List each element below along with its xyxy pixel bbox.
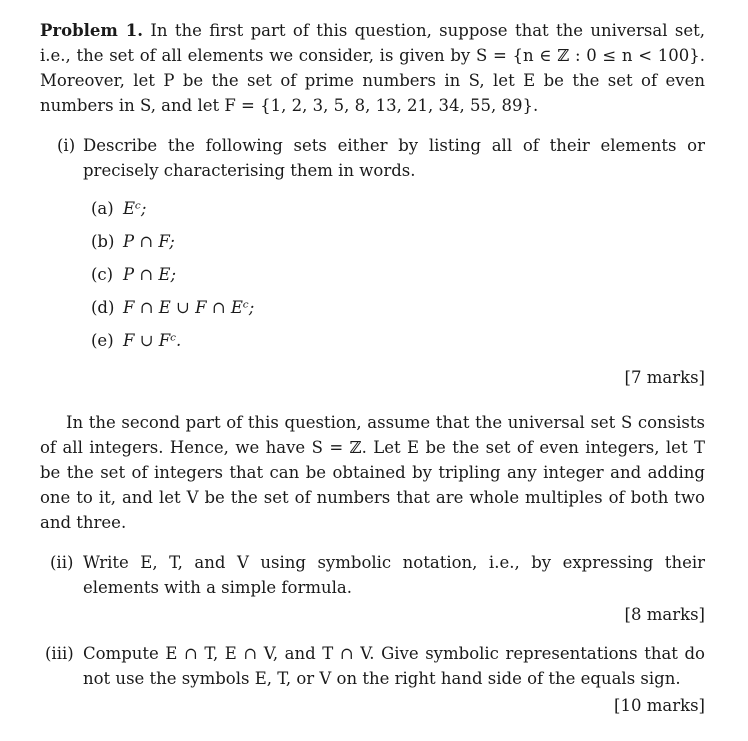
subitem-e-expr: F ∪ Fᶜ. (123, 331, 182, 350)
subitem-b-label: (b) (91, 232, 115, 251)
part-iii-text: Compute E ∩ T, E ∩ V, and T ∩ V. Give symbolic representations that do not use the symbols E, T, or V on the right hand side of the equals sign. (83, 644, 705, 688)
part-i-marks: [7 marks] (624, 368, 705, 387)
part-ii-label: (ii) (50, 553, 74, 572)
subitem-a-label: (a) (91, 199, 114, 218)
subitem-e-label: (e) (91, 331, 114, 350)
subitem-a (40, 192, 705, 225)
part-i-text: Describe the following sets either by listing all of their elements or precisely characterising them in words. (83, 136, 705, 180)
part-ii-text: Write E, T, and V using symbolic notation, i.e., by expressing their elements with a simple formula. (83, 553, 705, 597)
problem-document (40, 18, 705, 718)
subitem-e (40, 324, 705, 357)
subitem-c (40, 258, 705, 291)
part-i (40, 133, 705, 183)
problem-intro (40, 18, 705, 118)
subitem-d-expr: F ∩ E ∪ F ∩ Eᶜ; (123, 298, 255, 317)
subitem-b-expr: P ∩ F; (123, 232, 175, 251)
subitem-c-label: (c) (91, 265, 114, 284)
problem-title: Problem 1. (40, 21, 143, 40)
part-ii-marks: [8 marks] (624, 605, 705, 624)
part-iii (40, 641, 705, 691)
problem-intro-text: In the first part of this question, suppose that the universal set, i.e., the set of all elements we consider, is given by S = {n ∈ ℤ : 0 ≤ n < 100}. Moreover, let P be the set of prime numbers in S, let E be the set of even numbers in S, and let F = {1, 2, 3, 5, 8, 13, 21, 34, 55, 89}. (40, 21, 705, 115)
part-ii (40, 550, 705, 600)
subitem-d (40, 291, 705, 324)
subitem-c-expr: P ∩ E; (123, 265, 177, 284)
subitem-d-label: (d) (91, 298, 115, 317)
subitem-a-expr: Eᶜ; (123, 199, 147, 218)
part-iii-marks: [10 marks] (614, 696, 705, 715)
part-iii-label: (iii) (45, 644, 74, 663)
part-i-label: (i) (57, 136, 76, 155)
second-part-intro: In the second part of this question, assume that the universal set S consists of all integers. Hence, we have S = ℤ. Let E be the set of even integers, let T be the set of integers that can be obtained by tripling any integer and adding one to it, and let V be the set of numbers that are whole multiples of both two and three. (40, 413, 705, 532)
subitem-b (40, 225, 705, 258)
